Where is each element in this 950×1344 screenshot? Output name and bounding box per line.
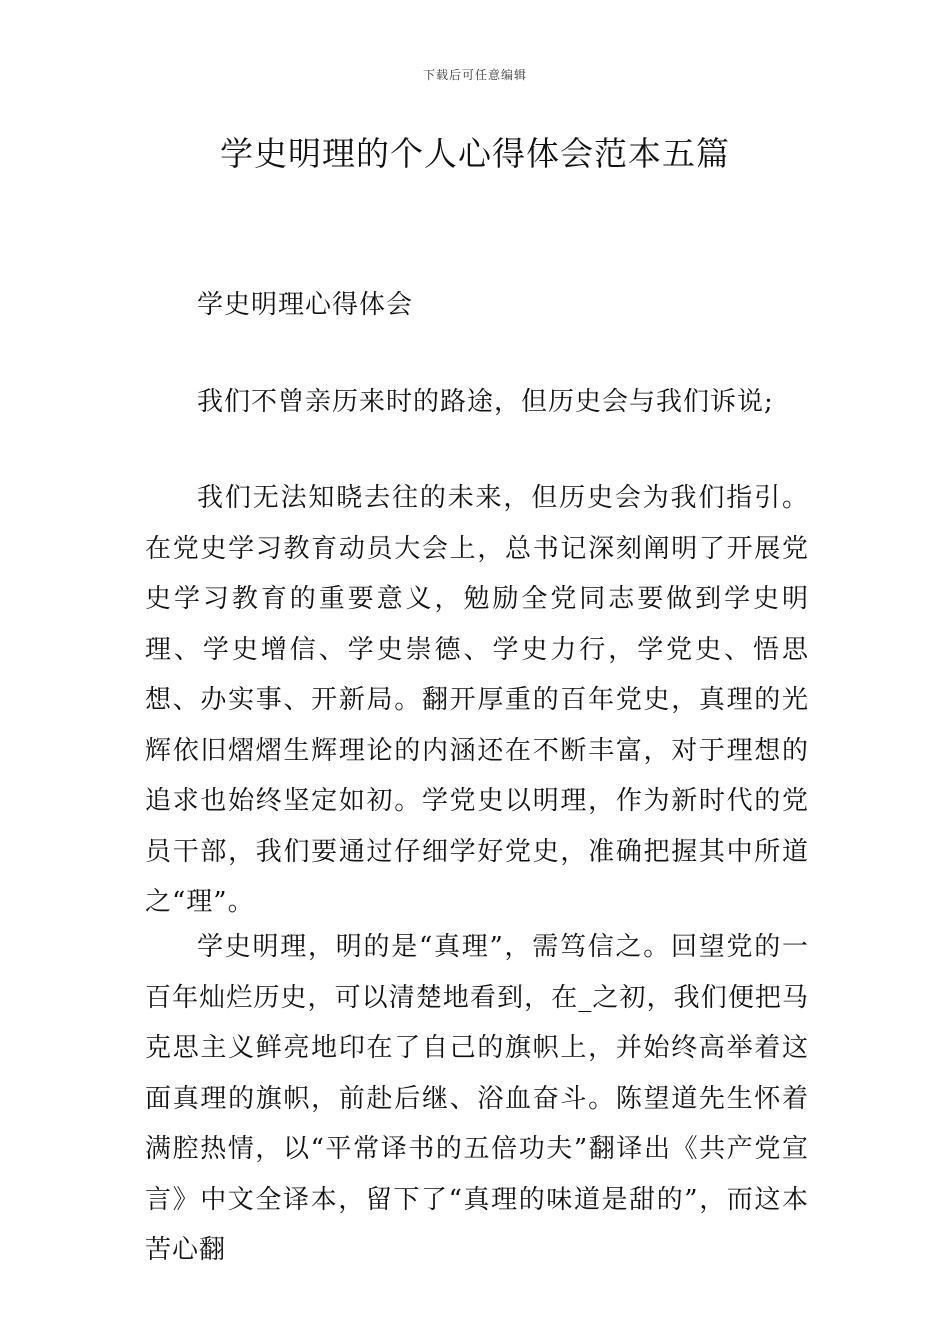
document-title: 学史明理的个人心得体会范本五篇 xyxy=(220,134,730,173)
section-subheading: 学史明理心得体会 xyxy=(197,290,414,320)
header-note: 下载后可任意编辑 xyxy=(422,68,527,82)
paragraph-3: 学史明理，明的是“真理”，需笃信之。回望党的一百年灿烂历史，可以清楚地看到，在_之初，我们便把马克思主义鲜亮地印在了自己的旗帜上，并始终高举着这面真理的旗帜，前赴后继、浴血奋斗。陈望道先生怀着满腔热情，以“平常译书的五倍功夫”翻译出《共产党宣言》中文全译本，留下了“真理的味道是甜的”，而这本苦心翻 xyxy=(145,932,809,1265)
paragraph-1: 我们不曾亲历来时的路途，但历史会与我们诉说; xyxy=(197,387,774,417)
paragraph-2: 我们无法知晓去往的未来，但历史会为我们指引。在党史学习教育动员大会上，总书记深刻阐明了开展党史学习教育的重要意义，勉励全党同志要做到学史明理、学史增信、学史崇德、学史力行，学党史、悟思想、办实事、开新局。翻开厚重的百年党史，真理的光辉依旧熠熠生辉理论的内涵还在不断丰富，对于理想的追求也始终坚定如初。学党史以明理，作为新时代的党员干部，我们要通过仔细学好党史，准确把握其中所道之“理”。 xyxy=(145,483,809,917)
